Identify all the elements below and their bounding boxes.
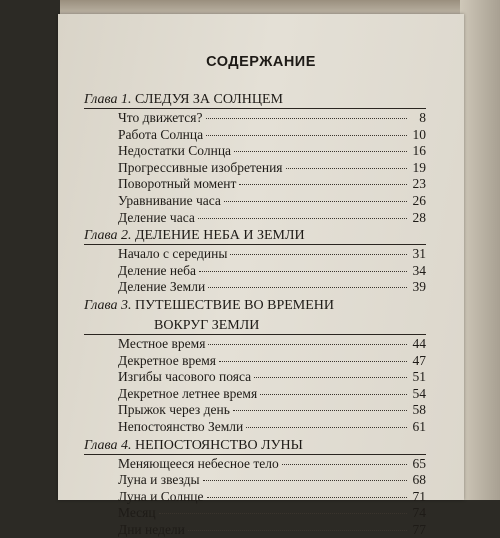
toc-entry-page: 23: [412, 176, 426, 192]
chapter-number: Глава 3.: [84, 297, 132, 313]
toc-entry-label: Поворотный момент: [118, 176, 237, 192]
dot-leader: [206, 135, 407, 136]
toc-entry: [84, 210, 426, 227]
chapter-heading: [84, 90, 426, 110]
dot-leader: [246, 427, 407, 428]
chapter-title: НЕПОСТОЯНСТВО ЛУНЫ: [134, 437, 303, 453]
toc-entry-page: 61: [412, 418, 426, 434]
chapter-title-continuation: ВОКРУГ ЗЕМЛИ: [154, 317, 260, 333]
chapter-divider: [84, 334, 426, 335]
toc-entry-label: Декретное летнее время: [118, 385, 258, 401]
toc-entry-label: Местное время: [118, 335, 206, 351]
toc-entry: [84, 419, 426, 436]
chapter-heading: [84, 436, 426, 456]
dot-leader: [188, 530, 407, 531]
book-page: [58, 14, 464, 537]
toc-entry: [84, 110, 426, 127]
toc-entry: [84, 160, 426, 177]
toc-entry-page: 77: [412, 521, 426, 537]
toc-entry-page: 54: [412, 385, 426, 401]
chapter-title: ПУТЕШЕСТВИЕ ВО ВРЕМЕНИ: [134, 297, 335, 313]
toc-entry: [84, 193, 426, 210]
dot-leader: [260, 394, 407, 395]
dot-leader: [233, 410, 407, 411]
toc-entry: [84, 176, 426, 193]
toc-entry: [84, 489, 426, 506]
toc-entry-label: Начало с середины: [118, 246, 228, 262]
dot-leader: [199, 271, 407, 272]
toc-entry-page: 16: [412, 143, 426, 159]
toc-entry-page: 58: [412, 402, 426, 418]
toc-entry-page: 19: [412, 159, 426, 175]
toc-entry-label: Месяц: [118, 505, 156, 521]
toc-entry: [84, 386, 426, 403]
toc-entry: [84, 263, 426, 280]
toc-entry: [84, 505, 426, 522]
toc-entry-page: 34: [412, 262, 426, 278]
chapter-number: Глава 2.: [84, 228, 132, 244]
dot-leader: [239, 184, 407, 185]
toc-entry: [84, 246, 426, 263]
toc-entry: [84, 402, 426, 419]
dot-leader: [207, 497, 407, 498]
toc-entry-page: 68: [412, 472, 426, 488]
toc-entry: [84, 143, 426, 160]
toc-entry-label: Луна и Солнце: [118, 488, 204, 504]
toc-entry-page: 71: [412, 488, 426, 504]
toc-entry-label: Деление Земли: [118, 279, 206, 295]
toc-entry-page: 44: [412, 335, 426, 351]
chapter-divider: [84, 244, 426, 245]
toc-entry-page: 47: [412, 352, 426, 368]
toc-entry-label: Дни недели: [118, 521, 185, 537]
chapter-heading: [84, 296, 426, 316]
toc-entry: [84, 127, 426, 144]
toc-entry-page: 74: [412, 505, 426, 521]
dot-leader: [159, 513, 407, 514]
chapter-number: Глава 1.: [84, 92, 132, 107]
toc-entry-label: Декретное время: [118, 352, 216, 368]
toc-entry: [84, 336, 426, 353]
toc-entry-page: 8: [419, 110, 426, 125]
toc-entry: [84, 472, 426, 489]
dot-leader: [206, 118, 408, 119]
table-of-contents: [84, 90, 426, 538]
chapter-number: Глава 4.: [84, 437, 132, 453]
toc-entry-label: Меняющееся небесное тело: [118, 455, 279, 471]
toc-entry-label: Изгибы часового пояса: [118, 369, 252, 385]
dot-leader: [234, 151, 407, 152]
chapter-title: СЛЕДУЯ ЗА СОЛНЦЕМ: [134, 92, 284, 107]
dot-leader: [208, 344, 407, 345]
dot-leader: [203, 480, 407, 481]
dot-leader: [208, 287, 407, 288]
toc-entry-label: Луна и звезды: [118, 472, 200, 488]
toc-entry-label: Уравнивание часа: [118, 192, 221, 208]
toc-entry-page: 51: [412, 369, 426, 385]
chapter-heading: [84, 226, 426, 246]
page-title: СОДЕРЖАНИЕ: [206, 54, 316, 70]
toc-entry-label: Недостатки Солнца: [118, 143, 232, 159]
toc-entry-page: 65: [412, 455, 426, 471]
toc-entry-label: Деление часа: [118, 209, 195, 225]
toc-entry-page: 31: [412, 246, 426, 262]
chapter-divider: [84, 454, 426, 455]
toc-entry: [84, 369, 426, 386]
toc-entry-label: Прыжок через день: [118, 402, 230, 418]
toc-entry-label: Непостоянство Земли: [118, 418, 244, 434]
toc-entry: [84, 456, 426, 473]
toc-entry-label: Деление неба: [118, 262, 196, 278]
dot-leader: [224, 201, 407, 202]
dot-leader: [198, 218, 407, 219]
dot-leader: [254, 377, 407, 378]
toc-entry: [84, 353, 426, 370]
toc-entry-page: 28: [412, 209, 426, 225]
toc-entry-page: 26: [412, 192, 426, 208]
background-page-right: [460, 0, 500, 500]
toc-entry-label: Что движется?: [118, 110, 203, 125]
chapter-title: ДЕЛЕНИЕ НЕБА И ЗЕМЛИ: [134, 228, 305, 244]
dot-leader: [286, 168, 408, 169]
toc-entry-page: 39: [412, 279, 426, 295]
toc-entry-label: Прогрессивные изобретения: [118, 159, 283, 175]
toc-entry: [84, 279, 426, 296]
dot-leader: [282, 464, 407, 465]
chapter-heading-continuation: [84, 316, 426, 336]
dot-leader: [219, 361, 407, 362]
toc-entry-label: Работа Солнца: [118, 126, 204, 142]
dot-leader: [230, 254, 407, 255]
toc-entry: [84, 522, 426, 538]
chapter-divider: [84, 108, 426, 109]
toc-entry-page: 10: [412, 126, 426, 142]
